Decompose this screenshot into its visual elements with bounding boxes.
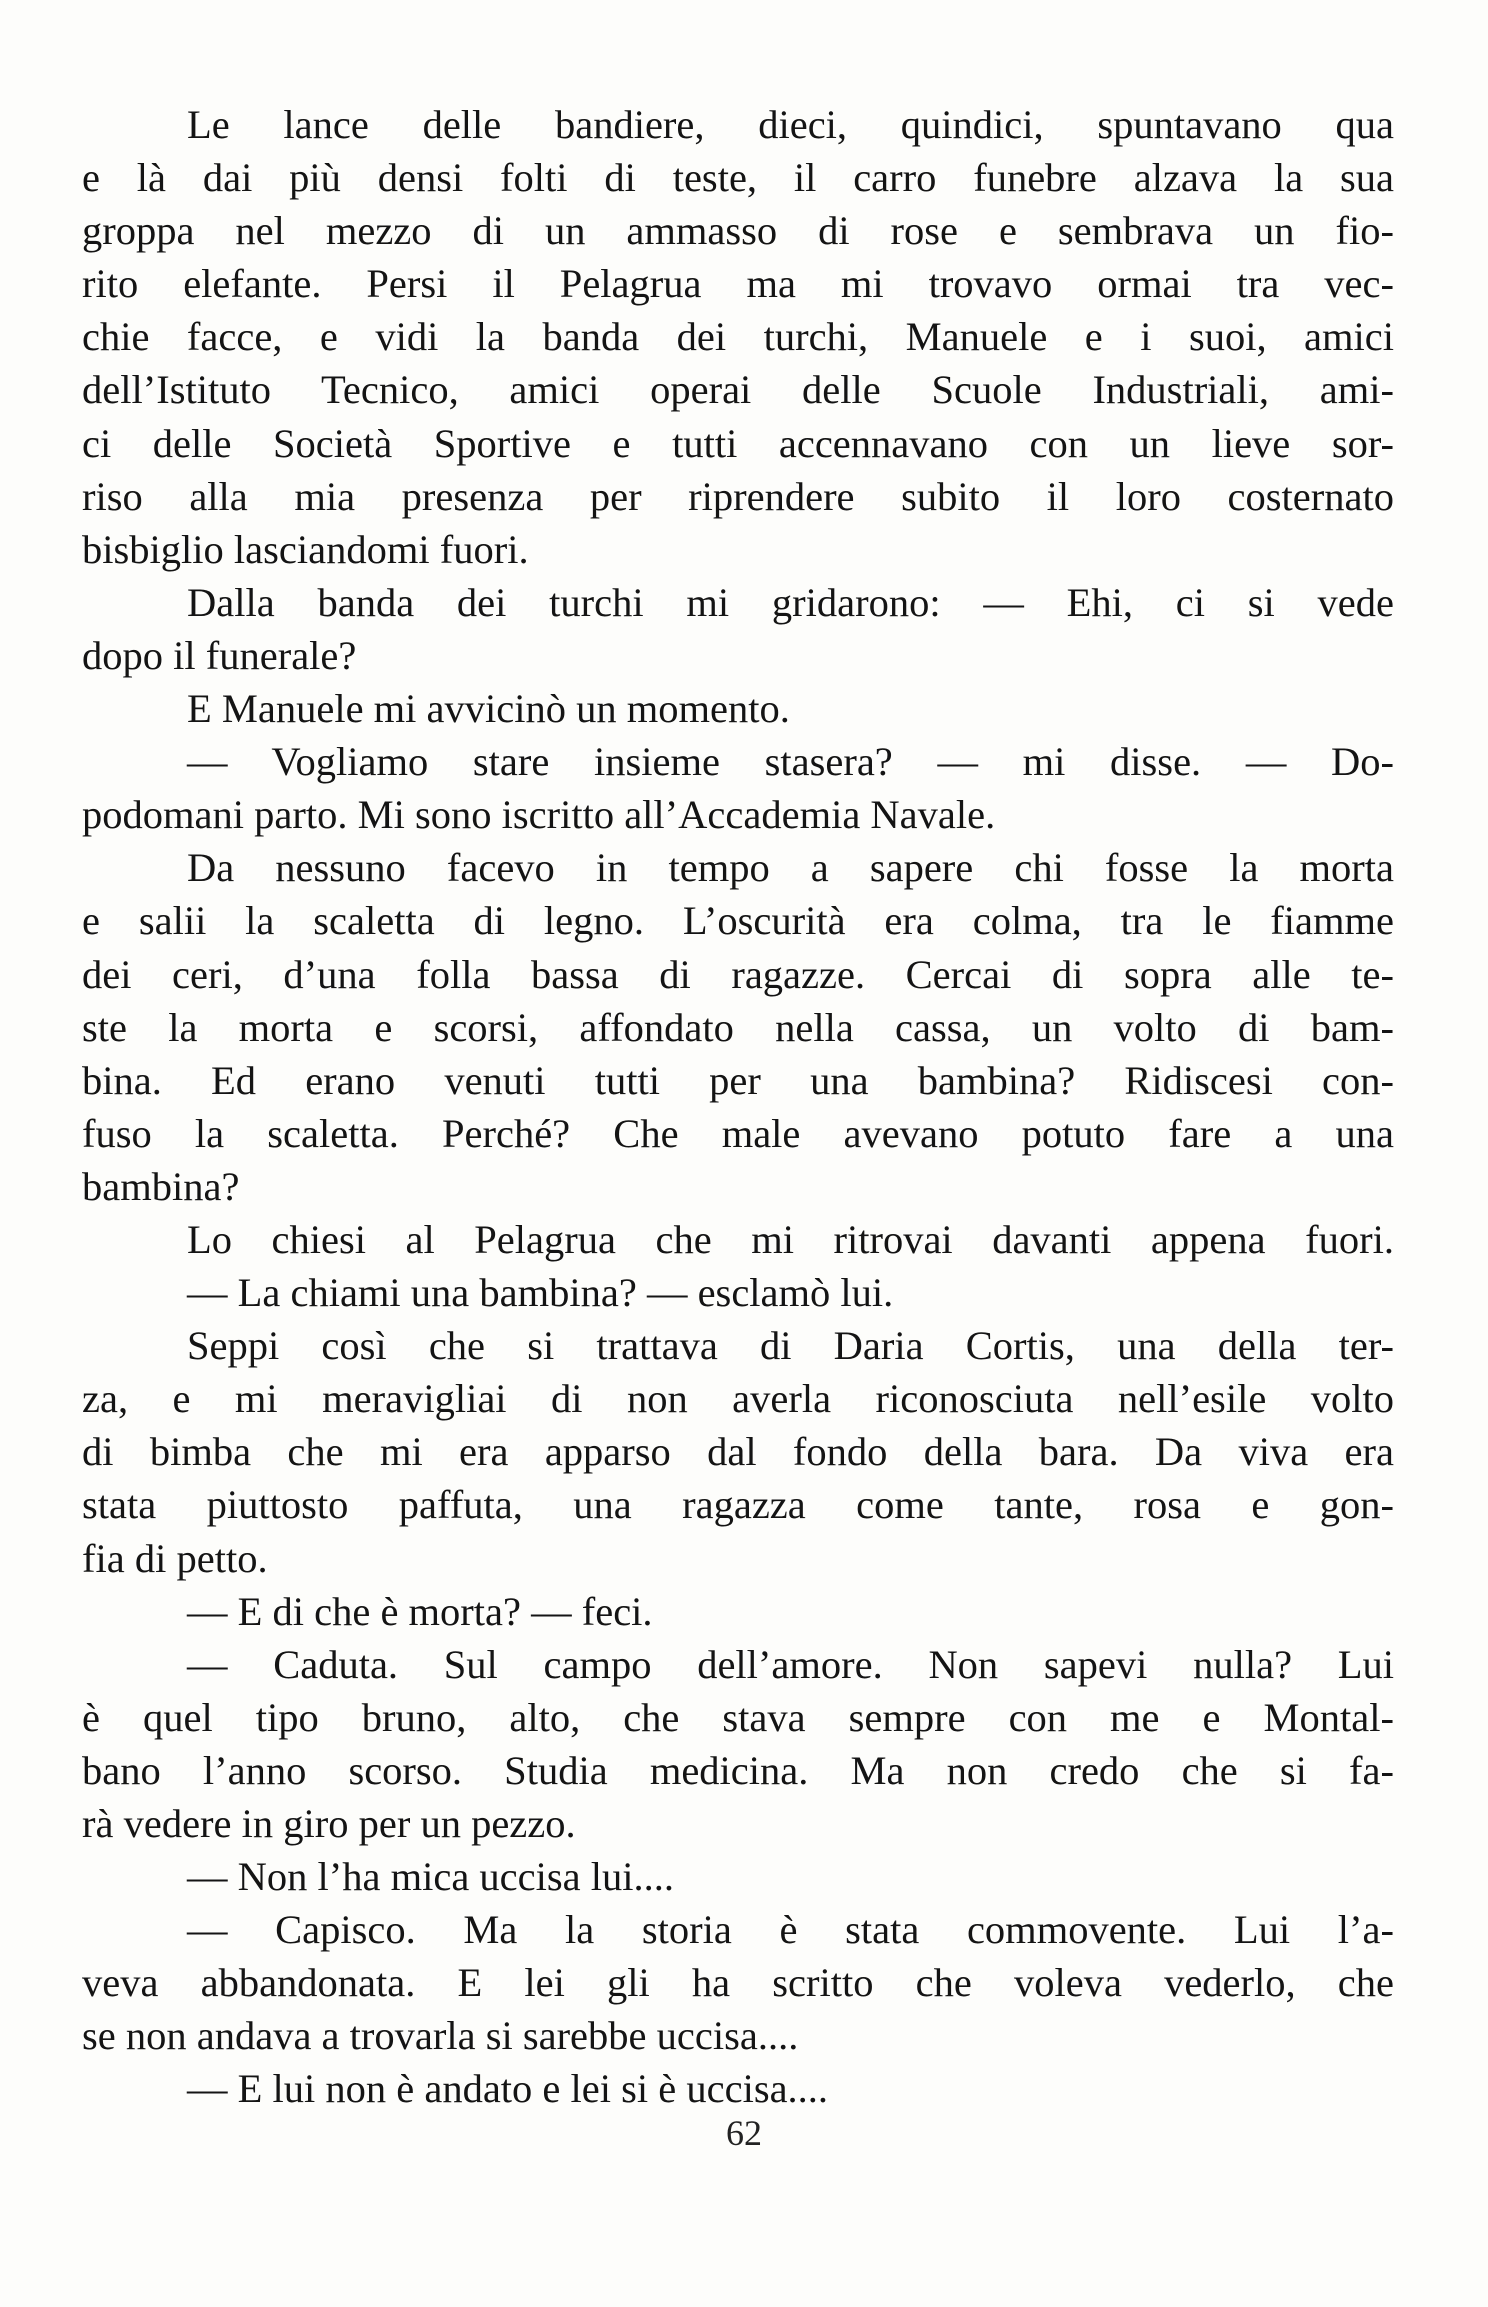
text-line: dopo il funerale? [82,632,357,678]
text-line: podomani parto. Mi sono iscritto all’Accademia Navale. [82,792,996,838]
text-line: E Manuele mi avvicinò un momento. [187,686,790,732]
text-line: rà vedere in giro per un pezzo. [82,1801,576,1846]
text-line: bisbiglio lasciandomi fuori. [82,526,529,572]
text-line: — La chiami una bambina? — esclamò lui. [187,1270,894,1316]
text-line: groppa nel mezzo di un ammasso di rose e sembrava un fio- [82,208,1394,254]
text-line: rito elefante. Persi il Pelagrua ma mi trovavo ormai tra vec- [82,261,1394,307]
text-line: dell’Istituto Tecnico, amici operai delle Scuole Industriali, ami- [82,367,1394,413]
text-line: bina. Ed erano venuti tutti per una bambina? Ridiscesi con- [82,1057,1394,1103]
text-line: chie facce, e vidi la banda dei turchi, Manuele e i suoi, amici [82,314,1394,360]
text-line: fuso la scaletta. Perché? Che male avevano potuto fare a una [82,1110,1394,1156]
text-line: dei ceri, d’una folla bassa di ragazze. Cercai di sopra alle te- [82,951,1394,997]
text-line: za, e mi meravigliai di non averla riconosciuta nell’esile volto [82,1376,1394,1422]
page-number: 62 [726,2113,762,2153]
text-line: stata piuttosto paffuta, una ragazza come tante, rosa e gon- [82,1482,1394,1528]
text-line: Lo chiesi al Pelagrua che mi ritrovai davanti appena fuori. [187,1216,1394,1262]
text-line: se non andava a trovarla si sarebbe uccisa.... [82,2013,799,2059]
text-line: Da nessuno facevo in tempo a sapere chi fosse la morta [187,845,1394,891]
text-line: — E di che è morta? — feci. [187,1588,653,1634]
text-line: bambina? [82,1163,240,1209]
text-line: di bimba che mi era apparso dal fondo della bara. Da viva era [82,1429,1394,1475]
text-line: e là dai più densi folti di teste, il carro funebre alzava la sua [82,155,1394,201]
text-line: ci delle Società Sportive e tutti accennavano con un lieve sor- [82,420,1394,466]
text-line: Seppi così che si trattava di Daria Cortis, una della ter- [187,1323,1394,1369]
text-line: — Non l’ha mica uccisa lui.... [187,1854,674,1900]
body-text [82,98,1394,2116]
text-line: è quel tipo bruno, alto, che stava sempre con me e Montal- [82,1694,1394,1740]
text-line: bano l’anno scorso. Studia medicina. Ma non credo che si fa- [82,1747,1394,1793]
text-line: Dalla banda dei turchi mi gridarono: — Ehi, ci si vede [187,579,1394,625]
text-line: e salii la scaletta di legno. L’oscurità era colma, tra le fiamme [82,898,1394,944]
text-line: — Vogliamo stare insieme stasera? — mi disse. — Do- [187,739,1394,785]
text-line: veva abbandonata. E lei gli ha scritto che voleva vederlo, che [82,1960,1394,2006]
text-line: riso alla mia presenza per riprendere subito il loro costernato [82,473,1394,519]
text-line: ste la morta e scorsi, affondato nella cassa, un volto di bam- [82,1004,1394,1050]
text-line: — Caduta. Sul campo dell’amore. Non sapevi nulla? Lui [187,1641,1394,1687]
text-line: Le lance delle bandiere, dieci, quindici, spuntavano qua [187,102,1394,147]
text-line: — E lui non è andato e lei si è uccisa.... [187,2066,829,2112]
text-line: — Capisco. Ma la storia è stata commovente. Lui l’a- [187,1907,1394,1953]
text-line: fia di petto. [82,1535,268,1581]
